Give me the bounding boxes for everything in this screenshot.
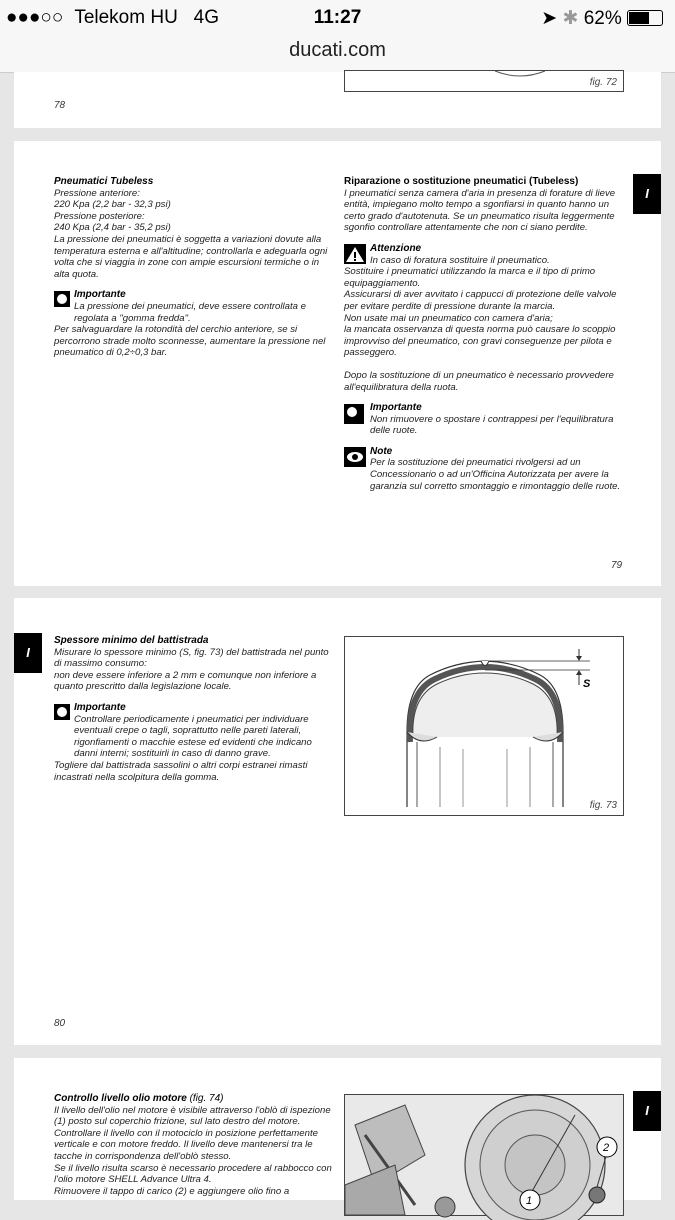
left-column bbox=[54, 635, 334, 783]
tire-cross-section-drawing bbox=[345, 637, 623, 815]
note-text: Per salvaguardare la rotondità del cerchio anteriore, se si percorrono strade molto sconnesse, aumentare la pressione nel pneumatico di 0,2÷0,3 bar. bbox=[54, 324, 326, 359]
important-icon bbox=[54, 291, 70, 307]
engine-clutch-cover-drawing bbox=[345, 1095, 623, 1215]
text-line: Pressione posteriore: bbox=[54, 210, 145, 222]
battery-icon bbox=[627, 10, 663, 26]
important-icon bbox=[344, 404, 364, 424]
language-tab: I bbox=[633, 174, 661, 214]
section-title-text: Controllo livello olio motore bbox=[54, 1093, 187, 1104]
callout-1: 1 bbox=[526, 1195, 533, 1207]
note-title: Importante bbox=[74, 701, 126, 713]
figure-72-box bbox=[344, 70, 624, 92]
text-paragraph: Il livello dell'olio nel motore è visibile attraverso l'oblò di ispezione (1) posto sul coperchio frizione, sul lato destro del motore. Controllare il livello con il motociclo in posizione perfettamente verticale e con motore freddo. Il livello deve mantenersi tra le tacche in corrispondenza dell'oblò stesso. bbox=[54, 1104, 331, 1162]
note-title: Attenzione bbox=[370, 242, 422, 254]
text-paragraph: non deve essere inferiore a 2 mm e comunque non inferiore a quanto prescritto dalla legislazione locale. bbox=[54, 669, 317, 693]
note-text: Non usate mai un pneumatico con camera d'aria; bbox=[344, 312, 553, 324]
right-column bbox=[344, 176, 624, 492]
text-line: Pressione anteriore: bbox=[54, 187, 140, 199]
text-paragraph: Rimuovere il tappo di carico (2) e aggiungere olio fino a bbox=[54, 1185, 290, 1197]
section-title: Pneumatici Tubeless bbox=[54, 176, 154, 187]
figure-74-box bbox=[344, 1094, 624, 1216]
left-column bbox=[54, 176, 330, 359]
note-text: Per la sostituzione dei pneumatici rivolgersi ad un Concessionario o ad un'Officina Autorizzata per avere la garanzia sul corretto smontaggio e rimontaggio delle ruote. bbox=[370, 457, 621, 492]
language-tab: I bbox=[14, 633, 42, 673]
figure-label-s: S bbox=[583, 678, 591, 690]
section-title-ref: (fig. 74) bbox=[189, 1093, 224, 1104]
carrier-name: Telekom HU bbox=[74, 7, 178, 28]
page-81 bbox=[14, 1058, 661, 1207]
warning-note bbox=[344, 243, 624, 359]
text-line: 220 Kpa (2,2 bar - 32,3 psi) bbox=[54, 199, 171, 211]
section-title bbox=[54, 1093, 334, 1105]
signal-strength-icon: ●●●○○ bbox=[6, 7, 64, 28]
network-type: 4G bbox=[193, 7, 220, 28]
note-text: Togliere dal battistrada sassolini o altri corpi estranei rimasti incastrati nella scolpitura della gomma. bbox=[54, 759, 308, 783]
url-bar[interactable] bbox=[0, 36, 675, 73]
page-80 bbox=[14, 598, 661, 1045]
note-text: Controllare periodicamente i pneumatici per individuare eventuali crepe o tagli, soprattutto nelle pareti laterali, rigonfiamenti o macchie estese ed evidenti che indicano danni interni; sostituirli in caso di danno grave. bbox=[74, 713, 312, 760]
callout-2: 2 bbox=[603, 1142, 610, 1154]
figure-73-box bbox=[344, 636, 624, 816]
page-number: 80 bbox=[54, 1018, 66, 1029]
text-line: 240 Kpa (2,4 bar - 35,2 psi) bbox=[54, 222, 171, 234]
page-78 bbox=[14, 72, 661, 128]
note-text: Assicurarsi di aver avvitato i cappucci di protezione delle valvole per evitare perdite di pressione durante la marcia. bbox=[344, 289, 617, 312]
status-right bbox=[541, 7, 663, 30]
important-note bbox=[54, 702, 334, 783]
text-paragraph: Dopo la sostituzione di un pneumatico è necessario provvedere all'equilibratura della ruota. bbox=[344, 369, 614, 393]
url-text: ducati.com bbox=[289, 39, 386, 61]
info-note bbox=[344, 446, 624, 492]
text-paragraph: Misurare lo spessore minimo (S, fig. 73) del battistrada nel punto di massimo consumo: bbox=[54, 646, 329, 670]
text-paragraph: I pneumatici senza camera d'aria in presenza di forature di lieve entità, impiegano molto tempo a sgonfiarsi in quanto hanno un certo grado d'autotenuta. Se un pneumatico risulta leggermente sgonfio controllare attentamente che non ci siano perdite. bbox=[344, 187, 616, 234]
figure-caption: fig. 72 bbox=[589, 77, 617, 88]
figure-72-drawing bbox=[345, 71, 623, 91]
text-paragraph: La pressione dei pneumatici è soggetta a variazioni dovute alla temperatura esterna e all'altitudine; controllarla e adeguarla ogni volta che si viaggia in zone con ampie escursioni termiche o in alta quota. bbox=[54, 233, 328, 280]
important-icon bbox=[54, 704, 70, 720]
language-tab: I bbox=[633, 1091, 661, 1131]
note-text: In caso di foratura sostituire il pneumatico. bbox=[370, 254, 550, 266]
page-79 bbox=[14, 141, 661, 586]
warning-icon bbox=[344, 244, 366, 264]
note-title: Importante bbox=[370, 402, 422, 414]
important-note bbox=[344, 402, 624, 437]
note-text: La pressione dei pneumatici, deve essere controllata e regolata a "gomma fredda". bbox=[74, 300, 306, 324]
text-paragraph: Se il livello risulta scarso è necessario procedere al rabbocco con l'olio motore SHELL Advance Ultra 4. bbox=[54, 1162, 332, 1186]
note-text: la mancata osservanza di questa norma può causare lo scoppio improvviso del pneumatico, con gravi conseguenze per pilota e passeggero. bbox=[344, 324, 616, 359]
left-column bbox=[54, 1093, 334, 1197]
note-title: Note bbox=[370, 445, 393, 457]
eye-icon bbox=[344, 447, 366, 467]
page-number: 78 bbox=[54, 100, 66, 111]
page-number: 79 bbox=[611, 560, 623, 571]
status-bar bbox=[0, 0, 675, 36]
important-note bbox=[54, 289, 330, 359]
figure-caption: fig. 73 bbox=[589, 800, 617, 811]
note-text: Sostituire i pneumatici utilizzando la marca e il tipo di primo equipaggiamento. bbox=[344, 266, 596, 289]
note-title: Importante bbox=[74, 289, 126, 301]
bluetooth-icon: ✱ bbox=[562, 8, 579, 29]
section-title: Spessore minimo del battistrada bbox=[54, 635, 209, 646]
section-title: Riparazione o sostituzione pneumatici (Tubeless) bbox=[344, 176, 579, 187]
note-text: Non rimuovere o spostare i contrappesi per l'equilibratura delle ruote. bbox=[370, 413, 614, 437]
clock: 11:27 bbox=[313, 7, 362, 28]
battery-percent: 62% bbox=[583, 8, 622, 29]
location-arrow-icon: ➤ bbox=[541, 8, 558, 29]
